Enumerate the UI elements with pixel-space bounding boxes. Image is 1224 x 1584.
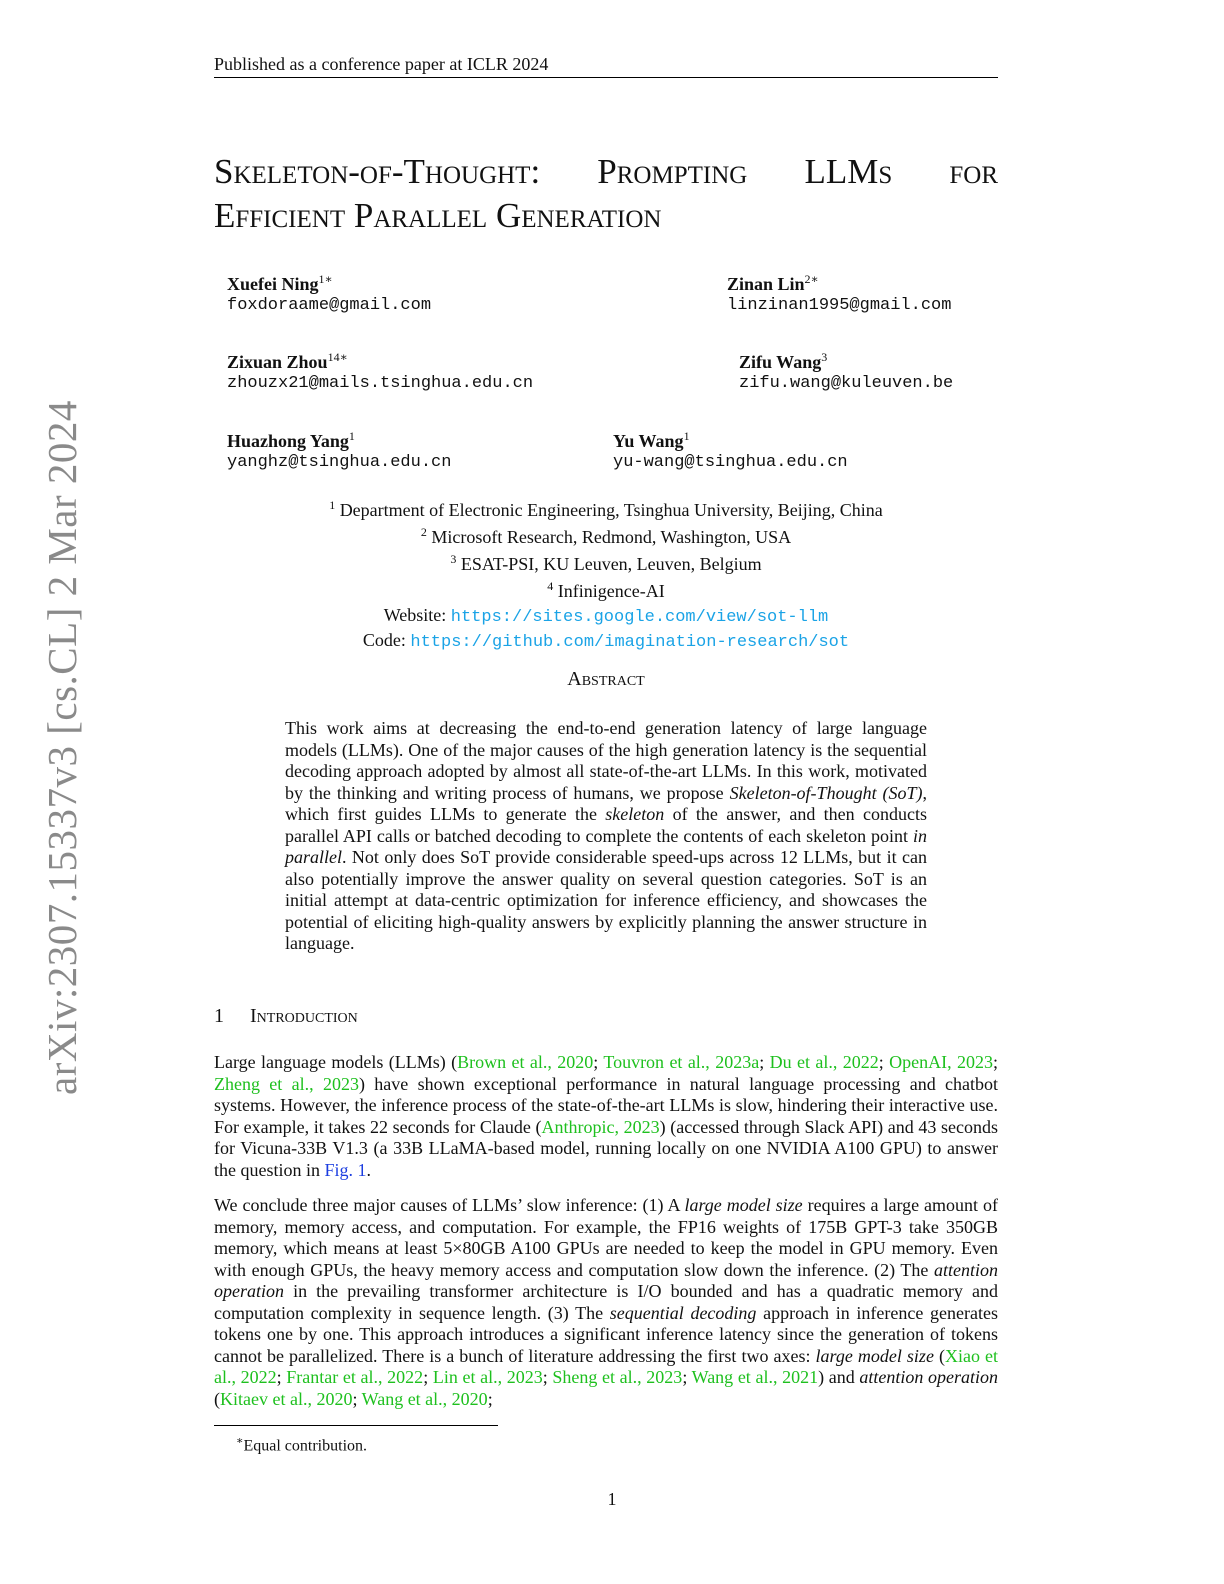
text: ; bbox=[682, 1367, 692, 1387]
author-email: linzinan1995@gmail.com bbox=[727, 296, 952, 315]
abstract-text: of the answer, and then conducts parallel API calls or batched decoding to complete the contents of each skeleton point bbox=[285, 804, 927, 846]
text: ( bbox=[933, 1345, 945, 1366]
affiliation-text: ESAT-PSI, KU Leuven, Leuven, Belgium bbox=[460, 554, 762, 574]
author-sup: 14∗ bbox=[327, 350, 348, 364]
author-name: Zifu Wang bbox=[739, 352, 822, 372]
citation-link[interactable]: Sheng et al., 2023 bbox=[552, 1367, 683, 1387]
section-title: Introduction bbox=[250, 1005, 358, 1027]
citation-link[interactable]: Wang et al., 2021 bbox=[691, 1367, 819, 1387]
figure-link[interactable]: Fig. 1 bbox=[324, 1159, 367, 1180]
arxiv-watermark: arXiv:2307.15337v3 [cs.CL] 2 Mar 2024 bbox=[39, 400, 85, 1095]
emph: large model size bbox=[684, 1195, 803, 1215]
text: ; bbox=[992, 1052, 998, 1072]
author-name: Zixuan Zhou bbox=[227, 352, 328, 372]
text: ) and bbox=[818, 1367, 860, 1387]
abstract-body bbox=[285, 718, 927, 955]
intro-paragraph-2 bbox=[214, 1195, 998, 1410]
text: ; bbox=[593, 1052, 604, 1072]
citation-link[interactable]: Touvron et al., 2023a bbox=[603, 1052, 760, 1072]
affiliation-text: Microsoft Research, Redmond, Washington, USA bbox=[431, 527, 792, 547]
citation-link[interactable]: Frantar et al., 2022 bbox=[286, 1367, 424, 1387]
title-word-2: Prompting bbox=[597, 152, 748, 191]
text: ; bbox=[352, 1388, 362, 1409]
abstract-text: , which first guides LLMs to generate the bbox=[285, 782, 927, 824]
footnote-text: Equal contribution. bbox=[243, 1437, 368, 1455]
author-sup: 3 bbox=[821, 350, 828, 364]
citation-link[interactable]: Kitaev et al., 2020 bbox=[220, 1388, 353, 1409]
affiliation-sup: 1 bbox=[329, 498, 336, 512]
author-name: Huazhong Yang bbox=[227, 431, 349, 451]
abstract-text: . Not only does SoT provide considerable speed-ups across 12 LLMs, but it can also potentially improve the answer quality on several question categories. SoT is an initial attempt at data-centric optimization for inference efficiency, and showcases the potential of eliciting high-quality answers by explicitly planning the answer structure in language. bbox=[285, 847, 927, 953]
emph: attention operation bbox=[214, 1259, 998, 1301]
paper-title bbox=[214, 150, 998, 238]
code-link[interactable]: https://github.com/imagination-research/sot bbox=[410, 633, 850, 652]
title-word-1: Skeleton-of-Thought: bbox=[214, 152, 541, 191]
author-block bbox=[739, 346, 953, 395]
text: ) have shown exceptional performance in natural language processing and chatbot systems. However, the inference process of the state-of-the-art LLMs is slow, hindering their interactive use. For example, it takes 22 seconds for Claude ( bbox=[214, 1073, 998, 1137]
affiliation-sup: 4 bbox=[547, 579, 554, 593]
abstract-emph: skeleton bbox=[605, 804, 665, 824]
text: ; bbox=[423, 1367, 433, 1387]
author-sup: 1 bbox=[683, 429, 690, 443]
footnote bbox=[236, 1431, 367, 1456]
abstract-emph: Skeleton-of-Thought (SoT) bbox=[729, 782, 923, 803]
citation-link[interactable]: Anthropic, 2023 bbox=[541, 1116, 660, 1137]
affiliation bbox=[214, 548, 998, 575]
citation-link[interactable]: Lin et al., 2023 bbox=[432, 1367, 543, 1387]
author-block bbox=[727, 268, 951, 317]
abstract-text: This work aims at decreasing the end-to-end generation latency of large language models (LLMs). One of the major causes of the high generation latency is the sequential decoding approach adopted by almost all state-of-the-art LLMs. In this work, motivated by the thinking and writing process of humans, we propose bbox=[285, 718, 927, 803]
citation-link[interactable]: Du et al., 2022 bbox=[769, 1052, 879, 1072]
affiliation bbox=[214, 575, 998, 602]
website-link[interactable]: https://sites.google.com/view/sot-llm bbox=[450, 608, 829, 627]
citation-link[interactable]: Wang et al., 2020 bbox=[361, 1388, 488, 1409]
running-header: Published as a conference paper at ICLR 2024 bbox=[214, 52, 998, 78]
section-number: 1 bbox=[214, 1005, 224, 1027]
citation-link[interactable]: Zheng et al., 2023 bbox=[214, 1073, 359, 1094]
emph: large model size bbox=[815, 1345, 934, 1366]
author-block bbox=[227, 268, 431, 317]
author-sup: 1∗ bbox=[318, 272, 333, 286]
title-word-4: for bbox=[949, 152, 998, 191]
affiliation-text: Infinigence-AI bbox=[557, 581, 665, 601]
title-line-2: Efficient Parallel Generation bbox=[214, 196, 662, 235]
author-email: zifu.wang@kuleuven.be bbox=[739, 374, 954, 393]
text: ; bbox=[276, 1367, 287, 1387]
affiliation bbox=[214, 521, 998, 548]
page-number: 1 bbox=[607, 1489, 617, 1509]
author-block bbox=[227, 425, 451, 474]
title-word-3: LLMs bbox=[804, 152, 893, 191]
footnote-rule bbox=[214, 1425, 498, 1426]
author-name: Yu Wang bbox=[613, 431, 684, 451]
author-name: Xuefei Ning bbox=[227, 274, 319, 294]
author-block bbox=[227, 346, 533, 395]
author-block bbox=[613, 425, 848, 474]
abstract-heading: Abstract bbox=[567, 668, 645, 690]
text: requires a large amount of memory, memory access, and computation. For example, the FP16 weights of 175B GPT-3 take 350GB memory, which means at least 5×80GB A100 GPUs are needed to keep the model in GPU memory. Even with enough GPUs, the heavy memory access and computation slow down the inference. (2) The bbox=[214, 1195, 998, 1280]
text: We conclude three major causes of LLMs’ slow inference: (1) A bbox=[214, 1195, 685, 1215]
text: ; bbox=[878, 1052, 890, 1072]
citation-link[interactable]: Xiao et al., 2022 bbox=[214, 1345, 999, 1387]
affiliations bbox=[214, 494, 998, 602]
text: ; bbox=[487, 1388, 493, 1409]
author-email: yanghz@tsinghua.edu.cn bbox=[227, 453, 452, 472]
author-sup: 2∗ bbox=[804, 272, 819, 286]
citation-link[interactable]: Brown et al., 2020 bbox=[457, 1052, 594, 1072]
affiliation-text: Department of Electronic Engineering, Tsinghua University, Beijing, China bbox=[339, 500, 883, 520]
text: ( bbox=[214, 1388, 220, 1409]
author-email: foxdoraame@gmail.com bbox=[227, 296, 432, 315]
text: . bbox=[366, 1159, 372, 1180]
website-label: Website: bbox=[383, 605, 447, 625]
text: in the prevailing transformer architecture is I/O bounded and has a quadratic memory and computation complexity in sequence length. (3) The bbox=[214, 1281, 998, 1323]
citation-link[interactable]: OpenAI, 2023 bbox=[889, 1052, 993, 1072]
author-sup: 1 bbox=[348, 429, 355, 443]
emph: attention operation bbox=[859, 1367, 998, 1387]
text: Large language models (LLMs) ( bbox=[214, 1052, 458, 1072]
author-name: Zinan Lin bbox=[727, 274, 805, 294]
affiliation-sup: 3 bbox=[450, 552, 457, 566]
abstract-emph: in parallel bbox=[285, 825, 927, 867]
text: approach in inference generates tokens one by one. This approach introduces a significant inference latency since the generation of tokens cannot be parallelized. There is a bunch of literature addressing the first two axes: bbox=[214, 1302, 998, 1366]
author-email: zhouzx21@mails.tsinghua.edu.cn bbox=[227, 374, 534, 393]
code-label: Code: bbox=[362, 630, 406, 650]
author-email: yu-wang@tsinghua.edu.cn bbox=[613, 453, 848, 472]
footnote-mark: ∗ bbox=[236, 1435, 244, 1447]
project-links bbox=[214, 604, 998, 654]
text: ; bbox=[542, 1367, 553, 1387]
section-heading bbox=[214, 1003, 358, 1029]
affiliation-sup: 2 bbox=[420, 525, 427, 539]
text: ) (accessed through Slack API) and 43 seconds for Vicuna-33B V1.3 (a 33B LLaMA-based model, running locally on one NVIDIA A100 GPU) to answer the question in bbox=[214, 1116, 999, 1180]
intro-paragraph-1 bbox=[214, 1052, 998, 1181]
emph: sequential decoding bbox=[609, 1302, 757, 1323]
affiliation bbox=[214, 494, 998, 521]
text: ; bbox=[759, 1052, 770, 1072]
